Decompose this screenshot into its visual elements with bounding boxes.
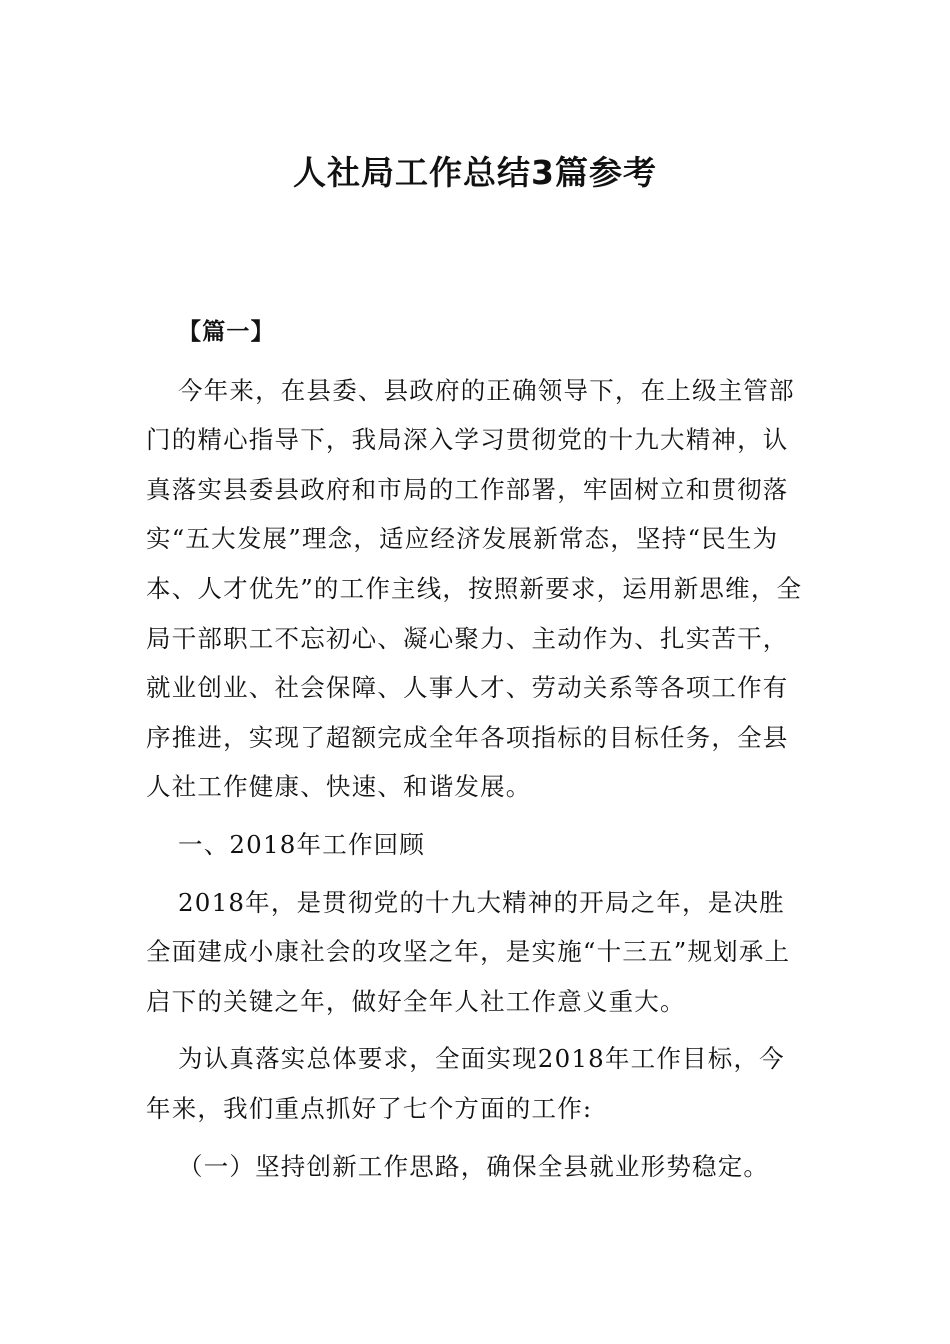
subheading-employment: （一）坚持创新工作思路，确保全县就业形势稳定。 xyxy=(178,1151,770,1181)
section-label: 【篇一】 xyxy=(178,319,275,345)
paragraph-2018: 2018年，是贯彻党的十九大精神的开局之年，是决胜全面建成小康社会的攻坚之年，是实施“十三五”规划承上启下的关键之年，做好全年人社工作意义重大。 xyxy=(146,887,791,1016)
paragraph-goals: 为认真落实总体要求，全面实现2018年工作目标，今年来，我们重点抓好了七个方面的工作: xyxy=(146,1044,785,1123)
paragraph-intro: 今年来，在县委、县政府的正确领导下，在上级主管部门的精心指导下，我局深入学习贯彻党的十九大精神，认真落实县委县政府和市局的工作部署，牢固树立和贯彻落实“五大发展”理念，适应经济发展新常态，坚持“民生为本、人才优先”的工作主线，按照新要求，运用新思维，全局干部职工不忘初心、凝心聚力、主动作为、扎实苦干，就业创业、社会保障、人事人才、劳动关系等各项工作有序推进，实现了超额完成全年各项指标的目标任务，全县人社工作健康、快速、和谐发展。 xyxy=(146,375,803,802)
heading-review: 一、2018年工作回顾 xyxy=(178,829,426,859)
document-title: 人社局工作总结3篇参考 xyxy=(293,153,657,192)
document-body xyxy=(146,308,806,1191)
